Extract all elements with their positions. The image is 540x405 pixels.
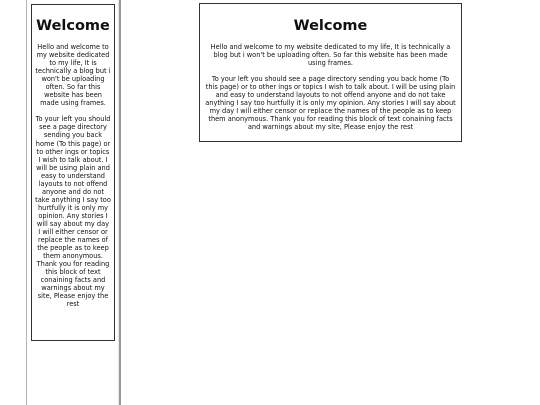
main-paragraph-intro: Hello and welcome to my website dedicated to my life, It is technically a blog but i won't be uploading often. So far this website has been made using frames. — [210, 43, 451, 68]
sidebar-paragraph-intro: Hello and welcome to my website dedicated to my life, It is technically a blog but i won't be uploading often. So far this website has been made using frames. — [35, 43, 111, 108]
page-title: Welcome — [293, 18, 368, 34]
sidebar-title: Welcome — [36, 18, 110, 34]
main-text — [205, 43, 456, 131]
sidebar-text — [35, 43, 111, 309]
sidebar-welcome-box — [31, 4, 115, 341]
left-frame-rule — [26, 0, 27, 405]
main-frame[interactable] — [121, 0, 540, 405]
left-frame[interactable] — [0, 0, 118, 405]
main-paragraph-directory: To your left you should see a page directory sending you back home (To this page) or to other ings or topics I wish to talk about. I will be using plain and easy to understand layouts to not offend anyone and do not take anything I say too hurtfully it is only my opinion. Any stories I will say about my day I will either censor or replace the names of the people as to keep them anonymous. Thank you for reading this block of text conaining facts and warnings about my site, Please enjoy the rest — [205, 75, 456, 132]
sidebar-paragraph-directory: To your left you should see a page directory sending you back home (To this page) or to other ings or topics I wish to talk about. I will be using plain and easy to understand layouts to not offend anyone and do not take anything I say too hurtfully it is only my opinion. Any stories I will say about my day I will either censor or replace the names of the people as to keep them anonymous. Thank you for reading this block of text conaining facts and warnings about my site, Please enjoy the rest — [35, 115, 111, 309]
main-welcome-box — [199, 3, 462, 142]
